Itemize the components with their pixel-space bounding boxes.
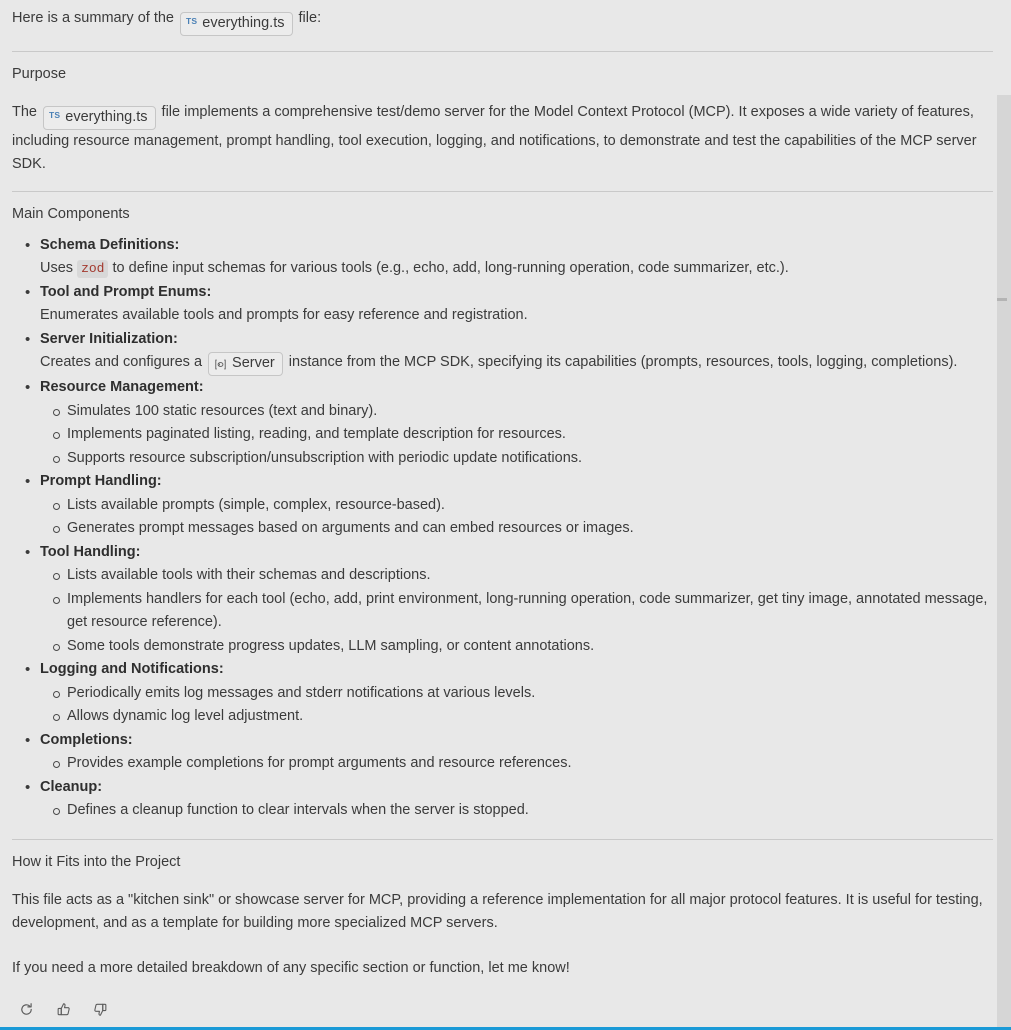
list-item <box>40 541 993 659</box>
thumbs-down-button[interactable] <box>88 998 112 1020</box>
text-before: Uses <box>40 260 74 276</box>
file-chip-label: everything.ts <box>202 14 285 31</box>
heading-main-components: Main Components <box>12 205 130 222</box>
list-item <box>40 328 993 377</box>
file-chip-label: everything.ts <box>65 108 148 125</box>
retry-icon <box>19 1002 34 1017</box>
typescript-icon: TS <box>186 16 198 26</box>
text-after: to define input schemas for various tools (e.g., echo, add, long-running operation, code summarizer, etc.). <box>112 260 789 276</box>
file-chip-everything-ts-2[interactable] <box>43 106 155 130</box>
response-actions-toolbar <box>12 988 993 1020</box>
sub-list-item: Implements paginated listing, reading, and template description for resources. <box>67 423 993 447</box>
sub-list <box>40 799 993 823</box>
text-after: instance from the MCP SDK, specifying its capabilities (prompts, resources, tools, logging, completions). <box>288 354 958 370</box>
fits-paragraph: This file acts as a "kitchen sink" or showcase server for MCP, providing a reference implementation for all major protocol features. It is useful for testing, development, and as a template for building more specialized MCP servers. <box>12 891 983 931</box>
text-before: Creates and configures a <box>40 354 203 370</box>
list-item <box>40 234 993 281</box>
sub-list-item: Some tools demonstrate progress updates, LLM sampling, or content annotations. <box>67 635 993 659</box>
main-components-list <box>12 234 993 823</box>
list-item-label: • Completions: <box>40 731 133 748</box>
sub-list-item: Provides example completions for prompt arguments and resource references. <box>67 752 993 776</box>
list-item-label: • Prompt Handling: <box>40 473 162 489</box>
list-item-label: • Logging and Notifications: <box>40 661 224 677</box>
sub-list-item: Defines a cleanup function to clear intervals when the server is stopped. <box>67 799 993 823</box>
list-item <box>40 776 993 823</box>
list-item-text <box>40 257 993 281</box>
list-item <box>40 658 993 729</box>
list-item-label: • Tool Handling: <box>40 543 141 560</box>
scrollbar-thumb[interactable] <box>997 95 1011 1027</box>
intro-text-before: Here is a summary of the <box>12 10 174 26</box>
sub-list <box>40 400 993 471</box>
thumbs-down-icon <box>93 1002 108 1017</box>
list-item-text: Enumerates available tools and prompts for easy reference and registration. <box>40 307 528 323</box>
sub-list-item: Allows dynamic log level adjustment. <box>67 705 993 729</box>
main-components-section <box>12 234 993 823</box>
retry-button[interactable] <box>14 998 38 1020</box>
list-item-text <box>40 351 993 376</box>
intro-paragraph <box>12 0 993 45</box>
list-item <box>40 729 993 776</box>
sub-list <box>40 564 993 658</box>
intro-text-after: file: <box>298 10 322 26</box>
purpose-paragraph <box>12 94 993 185</box>
closing-paragraph: If you need a more detailed breakdown of any specific section or function, let me know! <box>12 959 570 976</box>
heading-how-it-fits: How it Fits into the Project <box>12 853 181 870</box>
sub-list-item: Lists available tools with their schemas and descriptions. <box>67 564 993 588</box>
sub-list-item: Periodically emits log messages and stderr notifications at various levels. <box>67 682 993 706</box>
vertical-scrollbar[interactable] <box>997 0 1011 1027</box>
list-item <box>40 376 993 470</box>
typescript-icon: TS <box>49 109 61 120</box>
thumbs-up-button[interactable] <box>51 998 75 1020</box>
list-item-label: • Resource Management: <box>40 379 204 395</box>
sub-list-item: Implements handlers for each tool (echo, add, print environment, long-running operation, code summarizer, get tiny image, annotated message, get resource reference). <box>67 588 993 635</box>
list-item-label: • Server Initialization: <box>40 330 178 347</box>
scrollbar-marker <box>997 298 1007 301</box>
list-item <box>40 470 993 541</box>
sub-list <box>40 752 993 776</box>
thumbs-up-icon <box>56 1002 71 1017</box>
sub-list-item: Generates prompt messages based on arguments and can embed resources or images. <box>67 517 993 541</box>
symbol-class-icon <box>214 358 227 371</box>
sub-list-item: Lists available prompts (simple, complex, resource-based). <box>67 494 993 518</box>
symbol-chip-server[interactable] <box>208 352 283 376</box>
sub-list <box>40 682 993 729</box>
inline-code-zod: zod <box>77 260 108 278</box>
sub-list-item: Supports resource subscription/unsubscription with periodic update notifications. <box>67 447 993 471</box>
sub-list <box>40 494 993 541</box>
purpose-text-after: file implements a comprehensive test/demo server for the Model Context Protocol (MCP). It exposes a wide variety of features, including resource management, prompt handling, tool execution, logging, and notifications, to demonstrate and test the capabilities of the MCP server SDK. <box>12 103 977 172</box>
list-item-label: • Schema Definitions: <box>40 236 180 253</box>
list-item-label: • Cleanup: <box>40 778 103 795</box>
list-item-label: • Tool and Prompt Enums: <box>40 283 212 300</box>
purpose-text-before: The <box>12 103 37 120</box>
symbol-chip-label: Server <box>232 355 275 371</box>
file-chip-everything-ts[interactable] <box>180 12 292 36</box>
list-item <box>40 281 993 328</box>
heading-purpose: Purpose <box>12 65 67 82</box>
sub-list-item: Simulates 100 static resources (text and binary). <box>67 400 993 424</box>
